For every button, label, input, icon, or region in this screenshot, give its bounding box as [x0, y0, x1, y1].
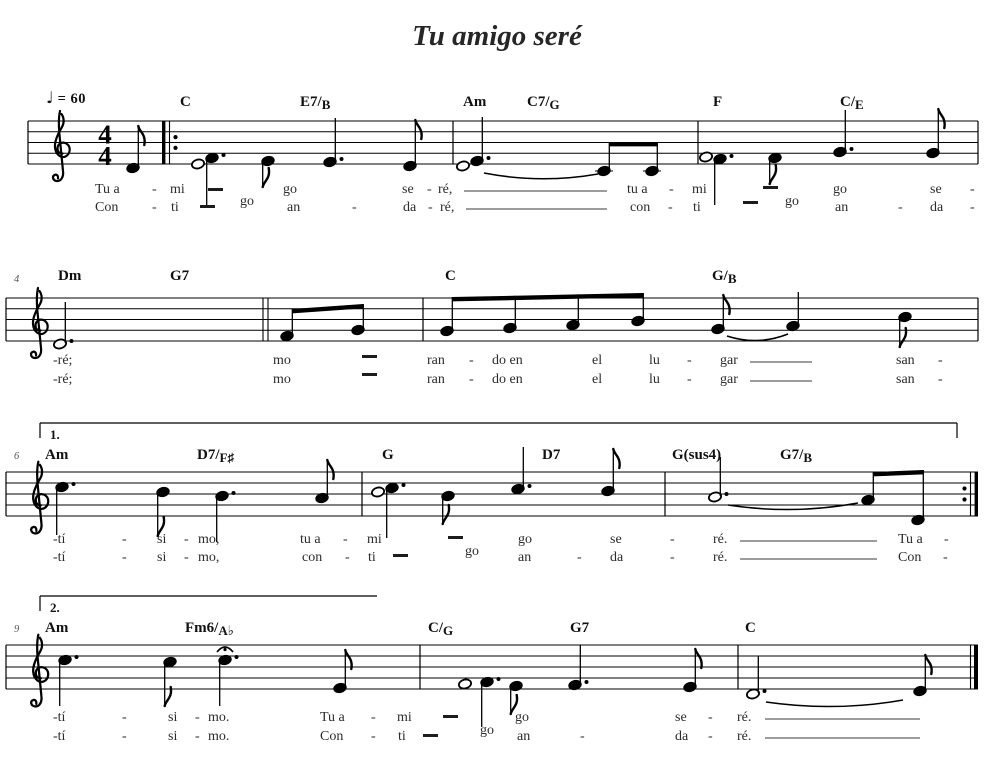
chord-root: F: [713, 94, 723, 110]
lyric-syllable: -: [345, 550, 350, 565]
chord-slash: /: [214, 620, 219, 636]
lyric-melisma-dash: [200, 205, 215, 208]
tempo-marking: [46, 88, 86, 108]
lyric-melisma-dash: [393, 554, 408, 557]
lyric-syllable: con: [630, 200, 651, 215]
time-signature-bottom: 4: [98, 141, 112, 171]
chord-slash: /: [438, 620, 444, 636]
chord-symbol: [463, 94, 486, 111]
chord-bass: E: [855, 97, 864, 112]
chord-symbol: [428, 620, 453, 637]
treble-clef-icon: [53, 111, 70, 181]
chord-slash: /: [850, 94, 856, 110]
chord-symbol: [382, 447, 394, 464]
chord-symbol: [745, 620, 756, 637]
chord-root: Dm: [58, 268, 82, 284]
lyric-syllable: ti: [171, 200, 179, 215]
chord-symbol: [45, 447, 68, 464]
lyric-melisma-dash: [448, 536, 463, 539]
quarter-note-icon: ♩: [46, 88, 54, 107]
chord-bass: F♯: [219, 450, 234, 465]
lyric-syllable: -: [122, 550, 127, 565]
lyric-syllable: ré.: [713, 532, 728, 547]
lyric-syllable: ré.: [713, 550, 728, 565]
lyric-syllable: da: [930, 200, 944, 215]
tempo-value: = 60: [53, 91, 87, 107]
measure-number: 9: [14, 624, 20, 635]
lyric-syllable: -: [352, 200, 357, 215]
lyric-syllable: an: [517, 729, 531, 744]
lyric-syllable: da: [403, 200, 417, 215]
chord-bass: G: [549, 97, 560, 112]
lyric-syllable: do en: [492, 353, 523, 368]
measure-number: 6: [14, 451, 20, 462]
tie-slur: [484, 173, 598, 179]
lyric-syllable: ti: [693, 200, 701, 215]
lyric-syllable: an: [835, 200, 849, 215]
chord-bass: B: [727, 271, 737, 286]
lyric-syllable: -: [670, 550, 675, 565]
lyric-syllable: ré,: [438, 182, 453, 197]
lyric-syllable: go: [515, 710, 529, 725]
chord-symbol: [197, 447, 234, 464]
chord-root: C: [445, 268, 456, 284]
chord-symbol: [840, 94, 864, 111]
tie-slur: [728, 503, 858, 510]
lyric-syllable: -: [938, 353, 943, 368]
chord-root: C: [180, 94, 191, 110]
lyric-syllable: Tu a: [320, 710, 345, 725]
lyric-syllable: -: [343, 532, 348, 547]
chord-symbol: [570, 620, 589, 637]
chord-root: C: [428, 620, 439, 636]
lyric-syllable: do en: [492, 372, 523, 387]
lyric-syllable: se: [610, 532, 622, 547]
chord-root: G7: [570, 620, 590, 636]
chord-root: C: [745, 620, 756, 636]
song-title: Tu amigo seré: [412, 20, 582, 52]
lyric-syllable: an: [518, 550, 532, 565]
lyric-syllable: Tu a: [95, 182, 120, 197]
chord-root: Am: [463, 94, 487, 110]
chord-slash: /: [317, 94, 322, 110]
chord-root: G7: [170, 268, 190, 284]
lyric-syllable: go: [283, 182, 297, 197]
lyric-syllable: mo: [273, 372, 291, 387]
lyric-syllable: mi: [692, 182, 707, 197]
chord-symbol: [300, 94, 330, 111]
lyric-syllable: se: [402, 182, 414, 197]
chord-symbol: [58, 268, 81, 285]
lyric-syllable: da: [610, 550, 624, 565]
chord-root: C7: [527, 94, 546, 110]
lyric-syllable: si: [157, 532, 167, 547]
lyric-syllable: ré.: [737, 729, 752, 744]
chord-symbol: [542, 447, 560, 464]
chord-bass: G: [443, 623, 454, 638]
lyric-syllable: -: [687, 353, 692, 368]
chord-symbol: [713, 94, 722, 111]
chord-symbol: [780, 447, 812, 464]
lyric-syllable: -: [371, 710, 376, 725]
tie-slur: [766, 700, 903, 707]
lyric-syllable: -tí: [53, 532, 66, 547]
lyric-syllable: mo,: [198, 532, 220, 547]
lyric-syllable: tu a: [627, 182, 648, 197]
lyric-syllable: Con: [898, 550, 922, 565]
lyric-syllable: mo: [273, 353, 291, 368]
lyric-syllable: go: [833, 182, 847, 197]
lyric-syllable: lu: [649, 372, 660, 387]
lyric-syllable: ré.: [737, 710, 752, 725]
lyric-syllable: ran: [427, 372, 445, 387]
lyric-syllable: -: [898, 200, 903, 215]
lyric-syllable: se: [930, 182, 942, 197]
volta-number: 1.: [50, 427, 60, 442]
chord-slash: /: [545, 94, 550, 110]
lyric-syllable: si: [168, 729, 178, 744]
lyric-syllable: -: [670, 532, 675, 547]
lyric-syllable: Tu a: [898, 532, 923, 547]
lyric-syllable: -: [152, 200, 157, 215]
lyric-syllable: ré,: [440, 200, 455, 215]
lyric-syllable: con: [302, 550, 323, 565]
lyric-melisma-dash: [443, 715, 458, 718]
lyric-syllable: tu a: [300, 532, 321, 547]
lyric-syllable: Con: [95, 200, 119, 215]
lyric-syllable: -tí: [53, 550, 66, 565]
chord-symbol: [527, 94, 560, 111]
chord-symbol: [180, 94, 191, 111]
chord-root: G: [382, 447, 394, 463]
chord-root: C: [840, 94, 851, 110]
chord-root: Fm6: [185, 620, 215, 636]
chord-root: G(sus4): [672, 447, 722, 463]
lyric-syllable: -: [708, 710, 713, 725]
volta-number: 2.: [50, 600, 60, 615]
lyric-syllable: -: [427, 182, 432, 197]
lyric-syllable: -tí: [53, 729, 66, 744]
lyric-syllable: -: [152, 182, 157, 197]
lyric-syllable: gar: [720, 353, 738, 368]
lyric-syllable: -ré;: [53, 353, 73, 368]
lyric-syllable: el: [592, 353, 603, 368]
chord-root: Am: [45, 620, 69, 636]
lyric-syllable: -ré;: [53, 372, 73, 387]
lyric-syllable: -: [668, 200, 673, 215]
lyric-melisma-dash: [423, 734, 438, 737]
lyric-syllable: ti: [398, 729, 406, 744]
lyric-syllable: -: [970, 200, 975, 215]
chord-root: D7: [542, 447, 561, 463]
lyric-syllable: -: [122, 729, 127, 744]
chord-symbol: [672, 447, 721, 464]
chord-symbol: [712, 268, 737, 285]
treble-clef-icon: [31, 288, 48, 358]
time-signature-top: 4: [98, 119, 112, 150]
chord-root: Am: [45, 447, 69, 463]
lyric-syllable: -: [580, 729, 585, 744]
chord-root: D7: [197, 447, 216, 463]
lyric-syllable: -: [184, 550, 189, 565]
chord-symbol: [45, 620, 68, 637]
lyric-syllable: mo.: [208, 710, 230, 725]
lyric-syllable: mo.: [208, 729, 230, 744]
chord-slash: /: [723, 268, 728, 284]
lyric-syllable: -: [122, 532, 127, 547]
treble-clef-icon: [31, 635, 48, 707]
lyric-syllable: -: [469, 372, 474, 387]
lyric-syllable: go: [518, 532, 532, 547]
lyric-syllable: -: [428, 200, 433, 215]
lyric-melisma-dash: [743, 201, 758, 204]
lyric-syllable: se: [675, 710, 687, 725]
lyric-syllable: -: [122, 710, 127, 725]
lyric-syllable: Con: [320, 729, 344, 744]
lyric-syllable: ran: [427, 353, 445, 368]
lyric-syllable: si: [157, 550, 167, 565]
lyric-syllable: san: [896, 353, 915, 368]
lyric-syllable: an: [287, 200, 301, 215]
lyric-syllable: mi: [170, 182, 185, 197]
chord-bass: B: [321, 97, 331, 112]
lyric-syllable: -: [195, 729, 200, 744]
chord-bass: B: [803, 450, 813, 465]
lyric-syllable: mi: [367, 532, 382, 547]
lyric-syllable: -: [184, 532, 189, 547]
chord-symbol: [185, 620, 234, 637]
lyric-syllable: -: [970, 182, 975, 197]
lyric-syllable: -: [469, 353, 474, 368]
lyric-melisma-dash: [208, 188, 223, 191]
lyric-syllable: -: [669, 182, 674, 197]
lyric-melisma-dash: [362, 355, 377, 358]
lyric-syllable: -: [938, 372, 943, 387]
lyric-syllable: lu: [649, 353, 660, 368]
chord-root: G7: [780, 447, 800, 463]
lyric-syllable: -: [944, 532, 949, 547]
lyric-syllable: -: [577, 550, 582, 565]
lyric-syllable: go: [480, 723, 494, 738]
chord-root: G: [712, 268, 724, 284]
treble-clef-icon: [31, 462, 48, 534]
lyric-syllable: go: [465, 544, 479, 559]
chord-slash: /: [215, 447, 220, 463]
lyric-melisma-dash: [362, 373, 377, 376]
lyric-syllable: go: [240, 194, 254, 209]
lyric-syllable: -: [708, 729, 713, 744]
lyric-syllable: si: [168, 710, 178, 725]
lyric-melisma-dash: [763, 186, 778, 189]
lyric-syllable: -: [195, 710, 200, 725]
lyric-syllable: -tí: [53, 710, 66, 725]
lyric-syllable: da: [675, 729, 689, 744]
chord-symbol: [170, 268, 189, 285]
measure-number: 4: [14, 274, 20, 285]
lyric-syllable: ti: [368, 550, 376, 565]
lyric-syllable: mo,: [198, 550, 220, 565]
chord-root: E7: [300, 94, 318, 110]
chord-symbol: [445, 268, 456, 285]
lyric-syllable: san: [896, 372, 915, 387]
lyric-syllable: -: [687, 372, 692, 387]
tie-slur: [727, 334, 788, 341]
chord-bass: A♭: [218, 623, 234, 638]
lyric-syllable: -: [371, 729, 376, 744]
lyric-syllable: gar: [720, 372, 738, 387]
lyric-syllable: mi: [397, 710, 412, 725]
lyric-syllable: el: [592, 372, 603, 387]
chord-slash: /: [799, 447, 804, 463]
lyric-syllable: go: [785, 194, 799, 209]
lyric-syllable: -: [943, 550, 948, 565]
